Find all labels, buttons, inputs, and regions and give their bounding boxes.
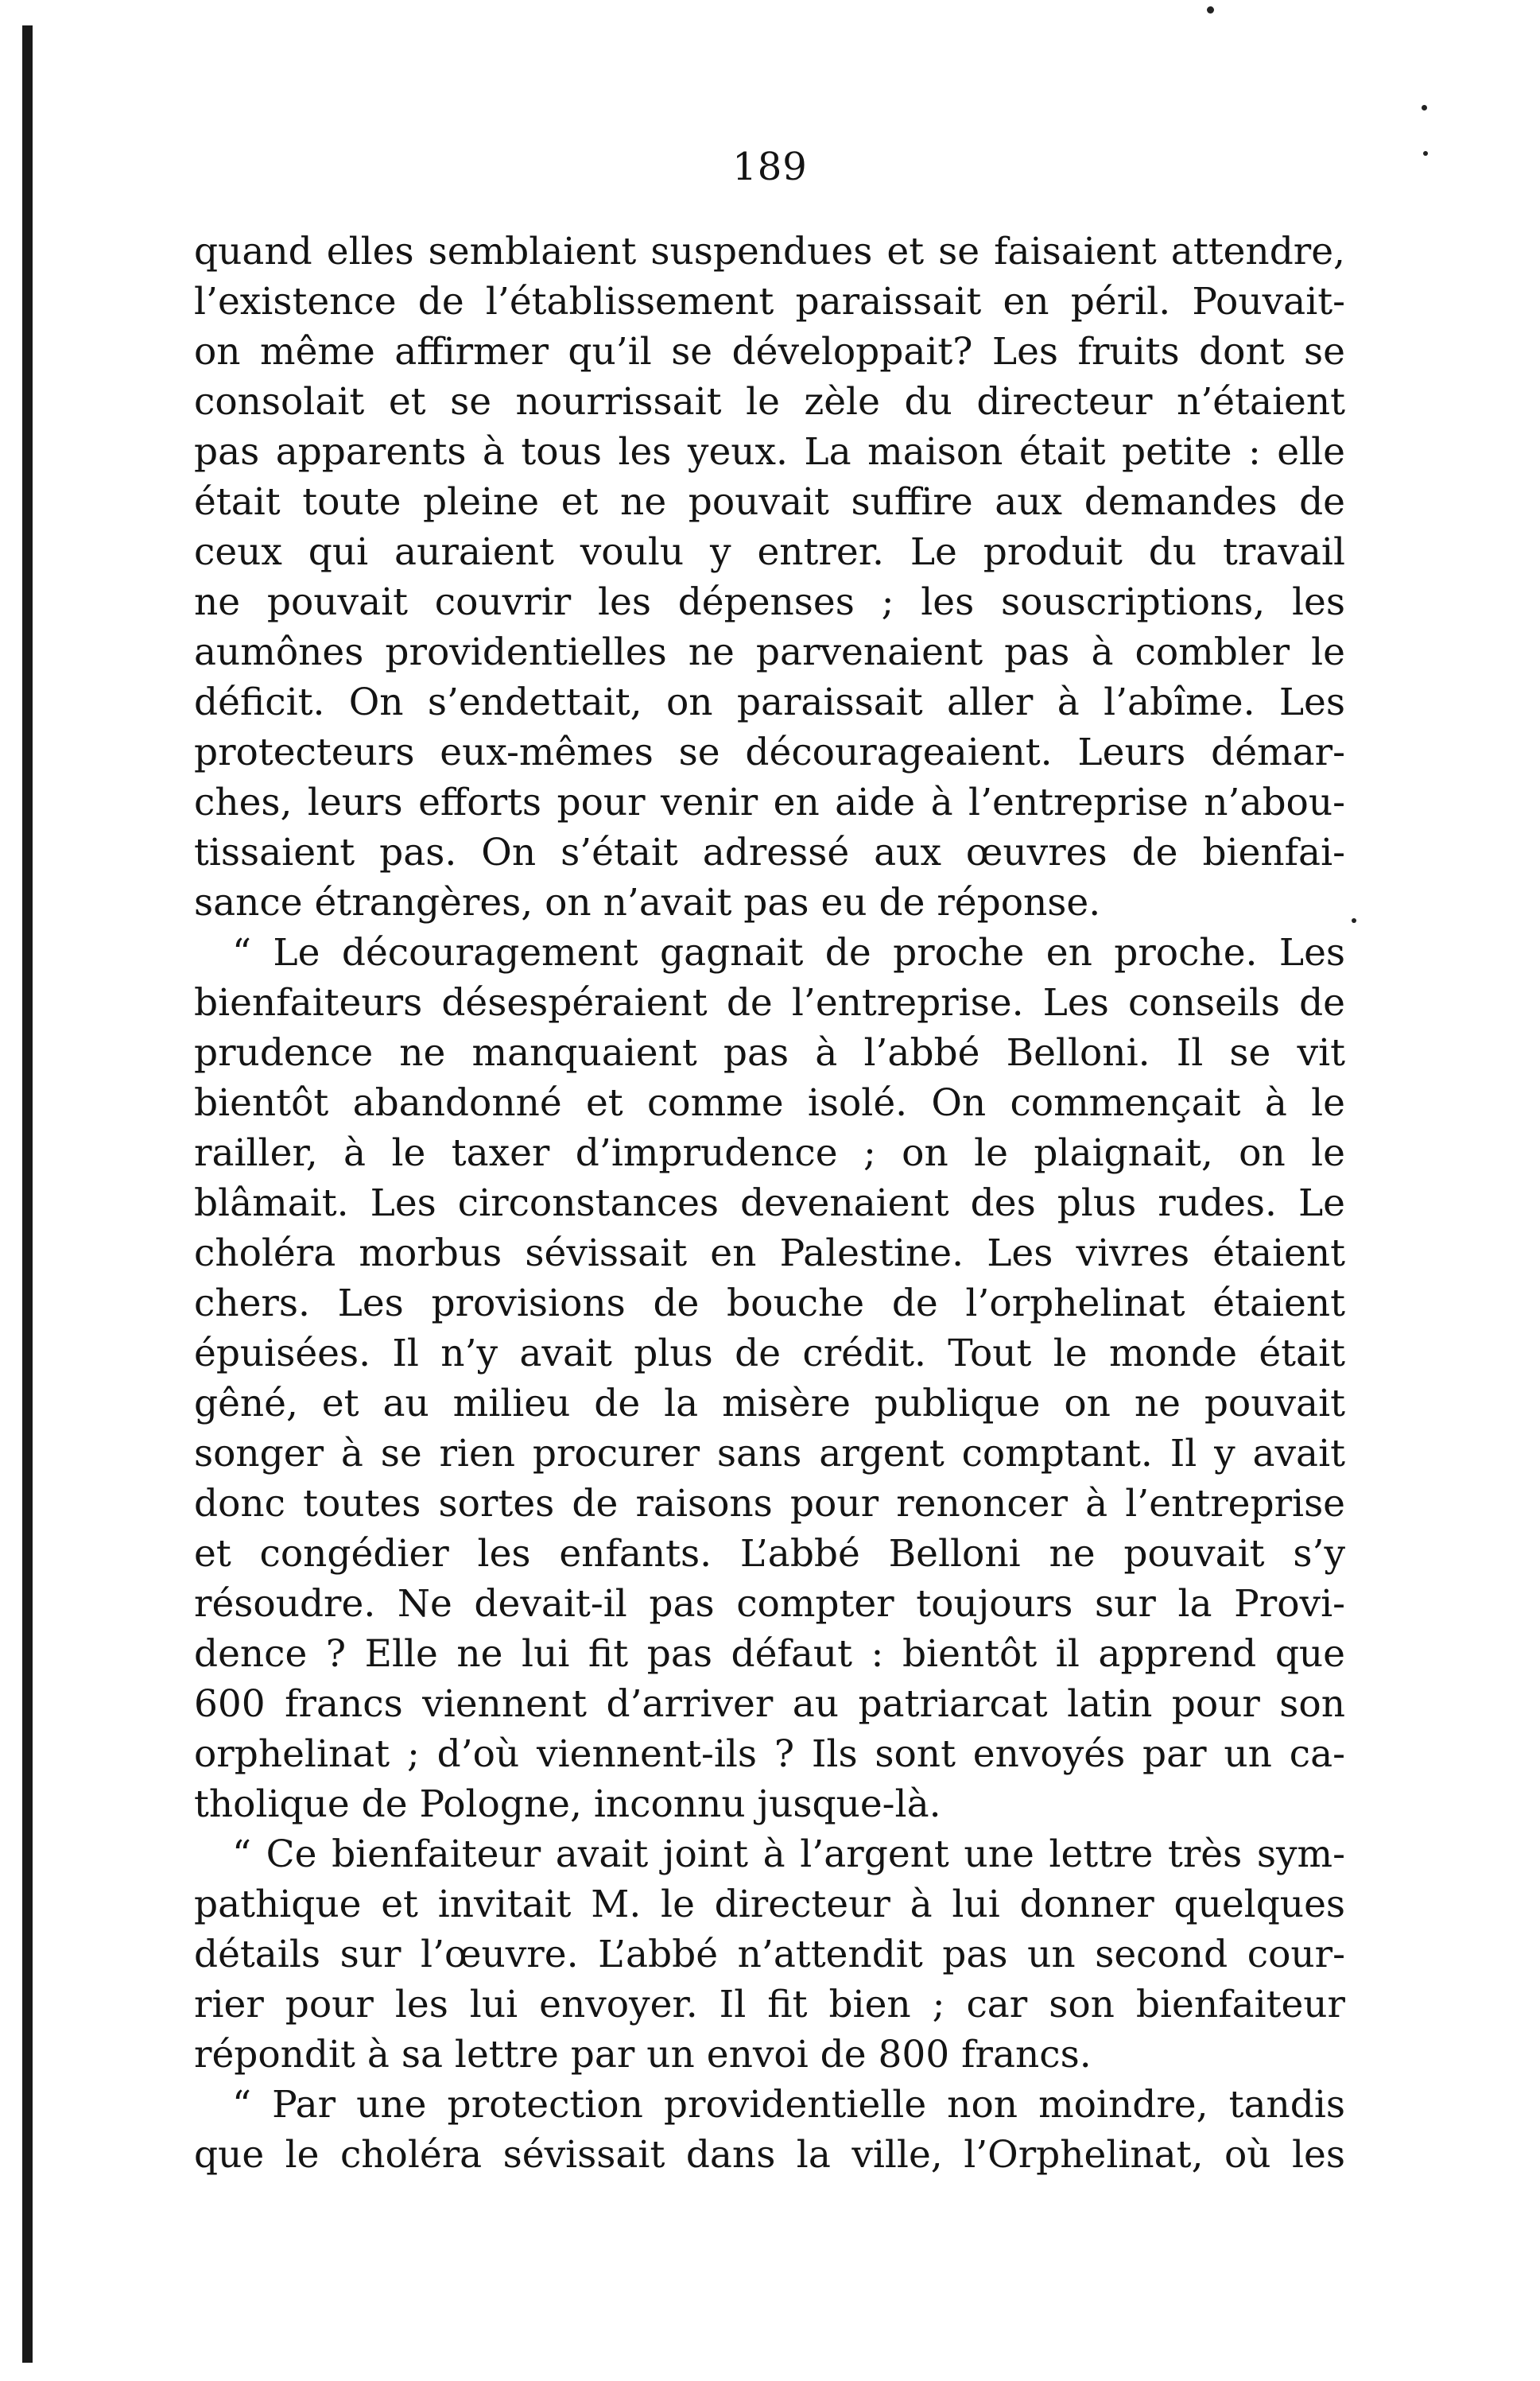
text-line: consolait et se nourrissait le zèle du directeur n’étaient bbox=[194, 380, 1345, 424]
text-line: répondit à sa lettre par un envoi de 800 francs. bbox=[194, 2033, 1092, 2077]
text-line: et congédier les enfants. L’abbé Belloni ne pouvait s’y bbox=[194, 1532, 1345, 1576]
text-line: gêné, et au milieu de la misère publique on ne pouvait bbox=[194, 1382, 1345, 1425]
text-line: “ Le découragement gagnait de proche en proche. Les bbox=[232, 931, 1345, 975]
text-line: ceux qui auraient voulu y entrer. Le produit du travail bbox=[194, 530, 1345, 574]
text-line: dence ? Elle ne lui fit pas défaut : bientôt il apprend que bbox=[194, 1632, 1345, 1676]
text-line: quand elles semblaient suspendues et se faisaient attendre, bbox=[194, 230, 1345, 273]
text-line: songer à se rien procurer sans argent comptant. Il y avait bbox=[194, 1432, 1345, 1476]
text-line: chers. Les provisions de bouche de l’orphelinat étaient bbox=[194, 1282, 1345, 1325]
text-line: bienfaiteurs désespéraient de l’entreprise. Les conseils de bbox=[194, 981, 1345, 1025]
text-line: ches, leurs efforts pour venir en aide à l’entreprise n’abou- bbox=[194, 781, 1345, 824]
text-line: aumônes providentielles ne parvenaient pas à combler le bbox=[194, 630, 1345, 674]
text-line: tholique de Pologne, inconnu jusque-là. bbox=[194, 1782, 941, 1826]
scan-speck bbox=[1422, 105, 1427, 111]
text-line: rier pour les lui envoyer. Il fit bien ; car son bienfaiteur bbox=[194, 1983, 1345, 2026]
text-line: pathique et invitait M. le directeur à lui donner quelques bbox=[194, 1883, 1345, 1926]
text-line: prudence ne manquaient pas à l’abbé Belloni. Il se vit bbox=[194, 1031, 1345, 1075]
text-line: ne pouvait couvrir les dépenses ; les souscriptions, les bbox=[194, 580, 1345, 624]
text-line: bientôt abandonné et comme isolé. On commençait à le bbox=[194, 1081, 1345, 1125]
body-text bbox=[194, 227, 1345, 2180]
text-line: déficit. On s’endettait, on paraissait aller à l’abîme. Les bbox=[194, 681, 1345, 724]
text-line: choléra morbus sévissait en Palestine. Les vivres étaient bbox=[194, 1231, 1345, 1275]
text-line: l’existence de l’établissement paraissait en péril. Pouvait- bbox=[194, 280, 1345, 324]
text-line: détails sur l’œuvre. L’abbé n’attendit pas un second cour- bbox=[194, 1933, 1345, 1976]
text-line: railler, à le taxer d’imprudence ; on le plaignait, on le bbox=[194, 1131, 1345, 1175]
text-line: épuisées. Il n’y avait plus de crédit. Tout le monde était bbox=[194, 1332, 1345, 1375]
text-line: tissaient pas. On s’était adressé aux œuvres de bienfai- bbox=[194, 831, 1345, 874]
text-line: pas apparents à tous les yeux. La maison était petite : elle bbox=[194, 430, 1345, 474]
text-line: 600 francs viennent d’arriver au patriarcat latin pour son bbox=[194, 1682, 1345, 1726]
left-margin-rule bbox=[22, 25, 33, 2363]
text-line: “ Ce bienfaiteur avait joint à l’argent une lettre très sym- bbox=[232, 1832, 1345, 1876]
text-line: on même affirmer qu’il se développait? Les fruits dont se bbox=[194, 330, 1345, 374]
text-line: donc toutes sortes de raisons pour renoncer à l’entreprise bbox=[194, 1482, 1345, 1526]
scan-speck bbox=[1207, 6, 1214, 14]
text-line: orphelinat ; d’où viennent-ils ? Ils sont envoyés par un ca- bbox=[194, 1732, 1345, 1776]
text-line: “ Par une protection providentielle non moindre, tandis bbox=[232, 2083, 1345, 2127]
text-line: résoudre. Ne devait-il pas compter toujours sur la Provi- bbox=[194, 1582, 1345, 1626]
text-line: protecteurs eux-mêmes se décourageaient. Leurs démar- bbox=[194, 731, 1345, 774]
page-number: 189 bbox=[732, 145, 808, 189]
text-line: que le choléra sévissait dans la ville, l’Orphelinat, où les bbox=[194, 2133, 1345, 2177]
text-line: blâmait. Les circonstances devenaient des plus rudes. Le bbox=[194, 1181, 1345, 1225]
scan-speck bbox=[1352, 918, 1356, 923]
text-line: sance étrangères, on n’avait pas eu de réponse. bbox=[194, 881, 1101, 925]
text-line: était toute pleine et ne pouvait suffire aux demandes de bbox=[194, 480, 1345, 524]
